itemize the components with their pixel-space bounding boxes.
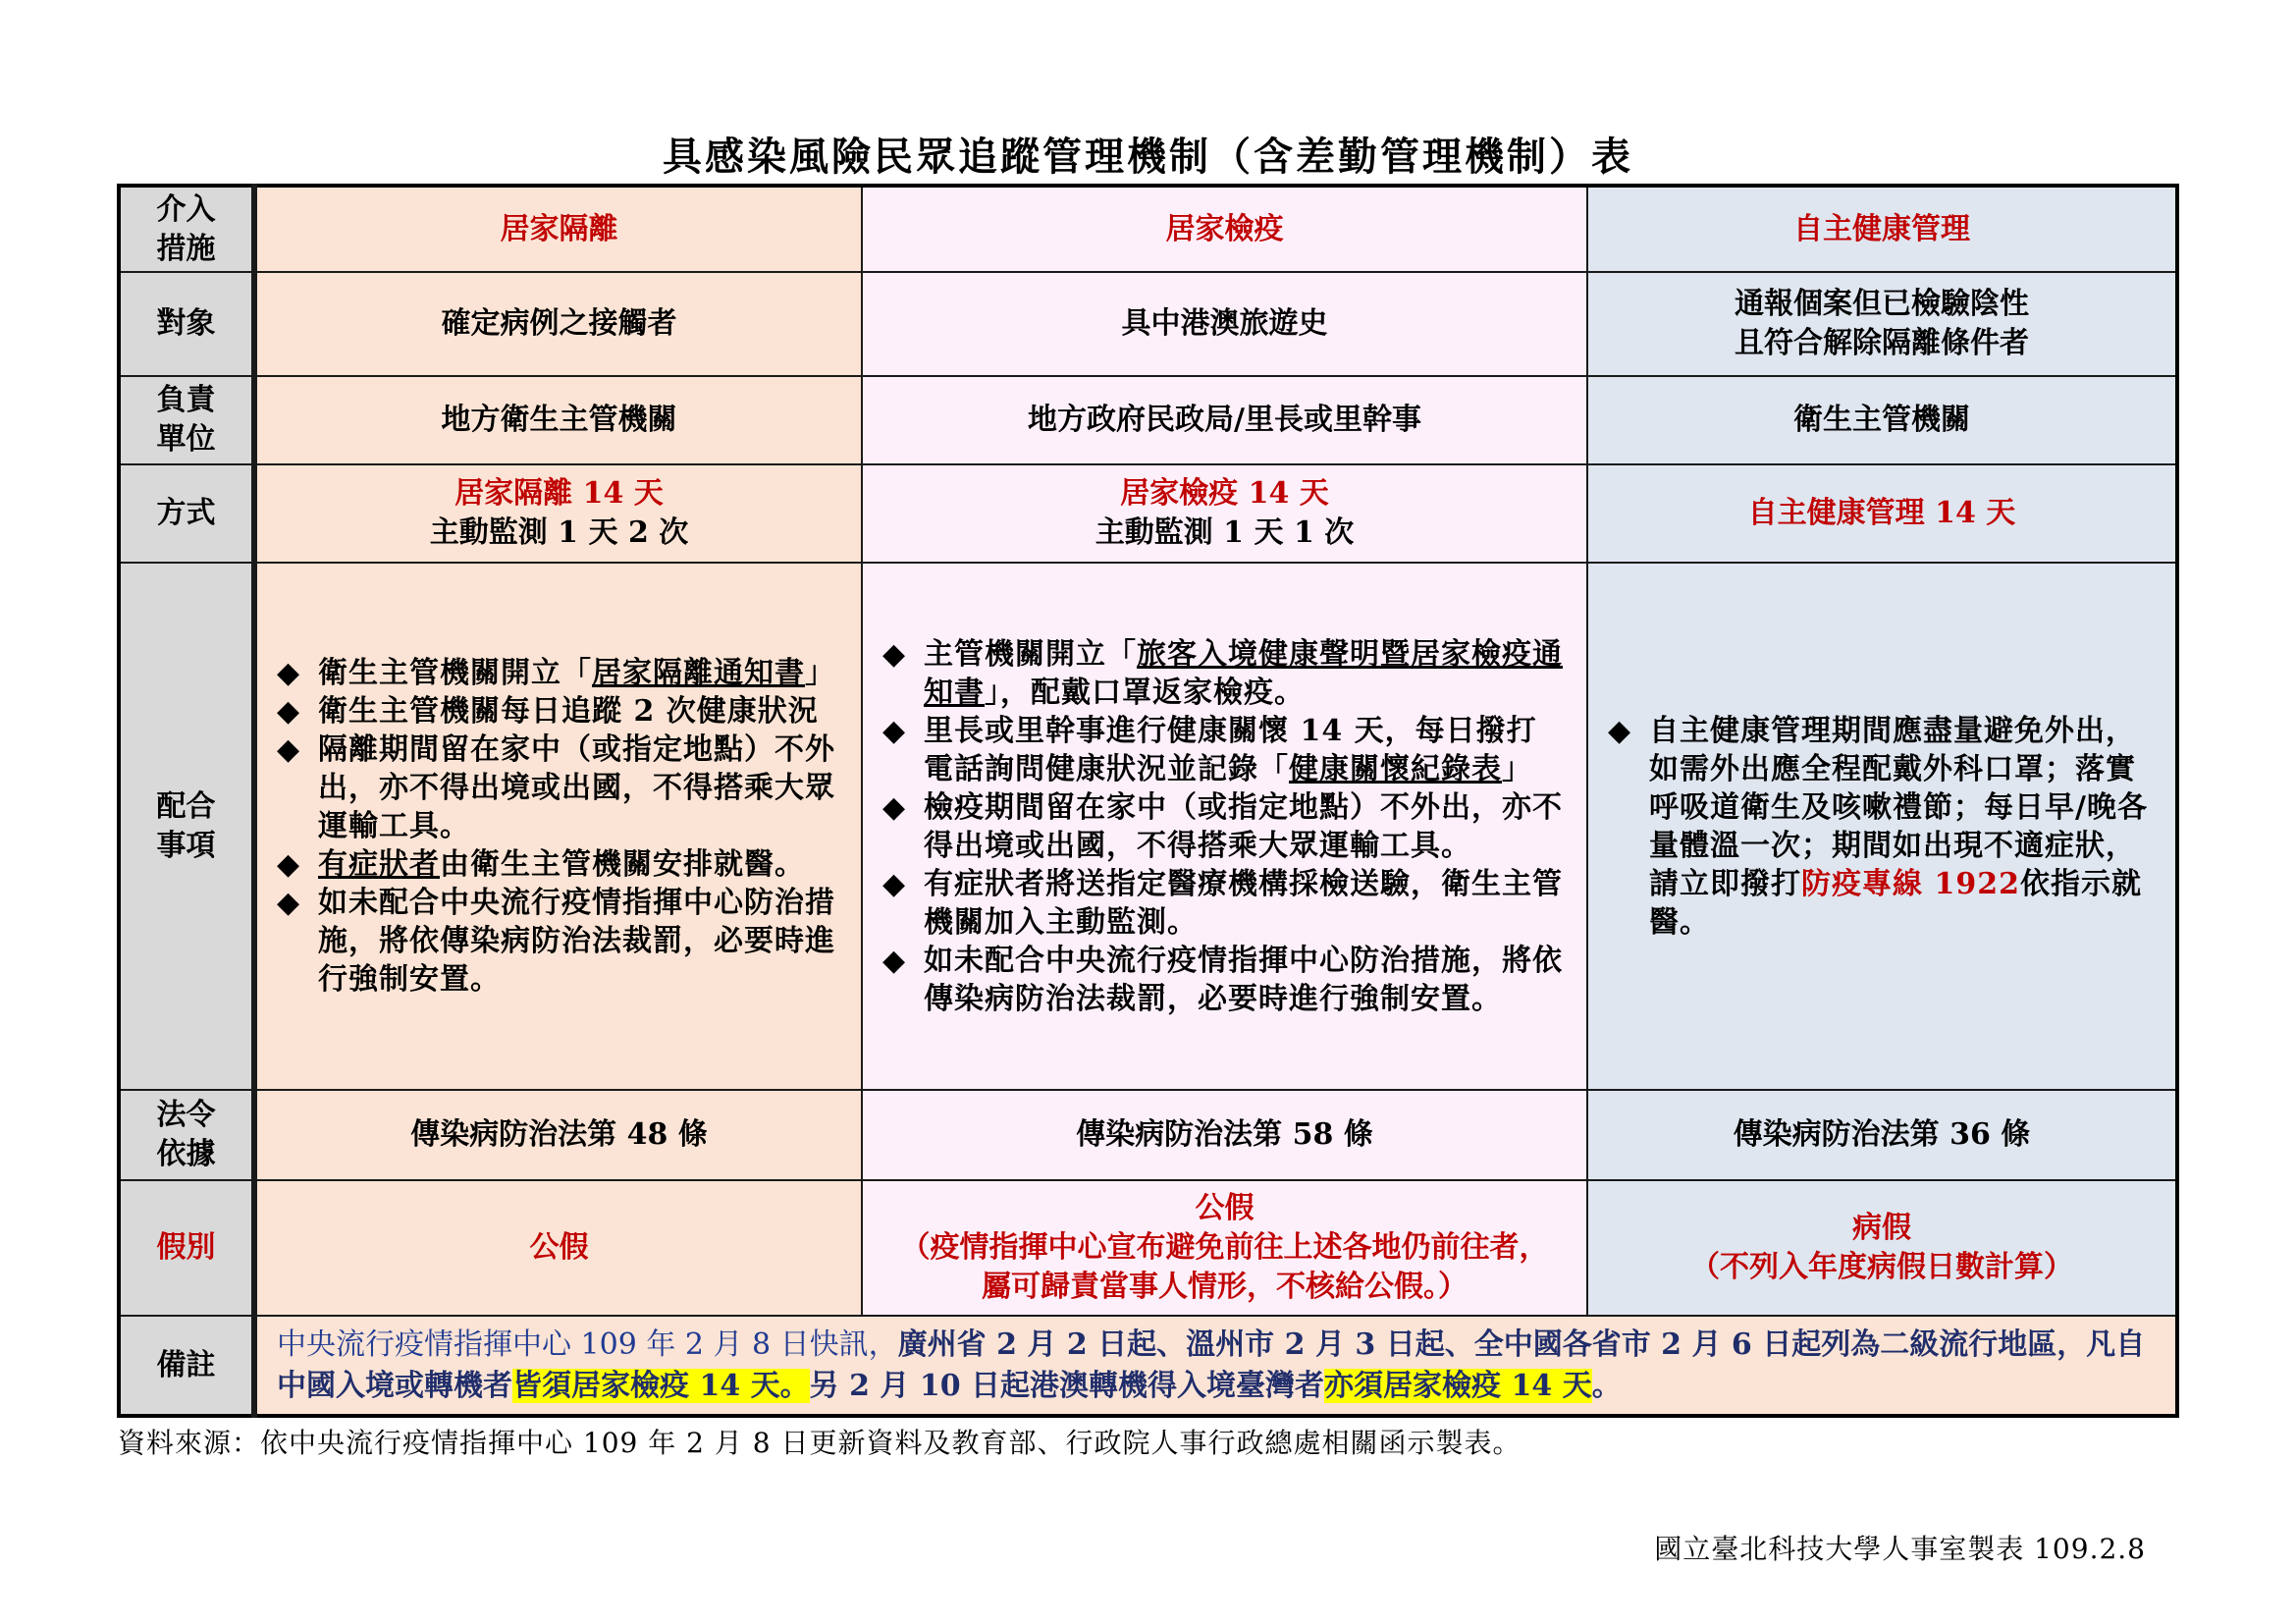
method-col2-line2: 主動監測 1 天 1 次	[1095, 515, 1355, 550]
label-law-text: 法令 依據	[156, 1098, 216, 1171]
label-target: 對象	[119, 272, 254, 376]
diamond-bullet-icon: ◆	[882, 789, 907, 825]
list-item-u: 居家隔離通知書	[592, 656, 805, 690]
list-item	[257, 884, 837, 999]
method-col3: 自主健康管理 14 天	[1587, 464, 2177, 563]
tracking-table	[117, 184, 2179, 1418]
list-item-pre: 如未配合中央流行疫情指揮中心防治措施，將依傳染病防治法裁罰，必要時進行強制安置。	[924, 943, 1563, 1016]
matters-col1-list	[257, 654, 861, 999]
list-item	[257, 692, 837, 731]
diamond-bullet-icon: ◆	[882, 866, 907, 901]
row-law	[119, 1090, 2177, 1180]
method-col2	[862, 464, 1587, 563]
responsible-col3: 衛生主管機關	[1587, 376, 2177, 464]
leave-col3-line2: （不列入年度病假日數計算）	[1690, 1250, 2073, 1284]
target-col3-line1: 通報個案但已檢驗陰性	[1735, 287, 2029, 321]
leave-col1: 公假	[254, 1180, 862, 1316]
target-col3	[1587, 272, 2177, 376]
label-method: 方式	[119, 464, 254, 563]
row-intervention	[119, 186, 2177, 272]
leave-col2-line1: 公假	[1195, 1191, 1255, 1225]
diamond-bullet-icon: ◆	[277, 886, 301, 920]
list-item-pre: 衛生主管機關每日追蹤 2 次健康狀況	[318, 694, 819, 729]
intervention-home-isolation: 居家隔離	[254, 186, 862, 272]
remarks-part6: 。	[1591, 1368, 1622, 1403]
target-col3-line2: 且符合解除隔離條件者	[1735, 326, 2029, 360]
footer-credit: 國立臺北科技大學人事室製表 109.2.8	[1654, 1533, 2146, 1565]
list-item	[863, 712, 1563, 788]
leave-col3-line1: 病假	[1852, 1211, 1911, 1245]
list-item	[257, 654, 837, 692]
row-method	[119, 464, 2177, 563]
diamond-bullet-icon: ◆	[277, 847, 301, 882]
list-item-pre: 有症狀者將送指定醫療機構採檢送驗，衛生主管機關加入主動監測。	[924, 866, 1563, 940]
remarks-part4: 另 2 月 10 日起港澳轉機得入境臺灣者	[809, 1368, 1325, 1403]
diamond-bullet-icon: ◆	[882, 713, 907, 748]
target-col2: 具中港澳旅遊史	[862, 272, 1587, 376]
list-item-u: 有症狀者	[318, 847, 440, 882]
list-item-post: 」，配戴口罩返家檢疫。	[985, 675, 1305, 710]
remarks-text	[254, 1316, 2177, 1416]
leave-col2-line2: （疫情指揮中心宣布避免前往上述各地仍前往者，屬可歸責當事人情形，不核給公假。）	[900, 1230, 1549, 1304]
list-item-u: 健康關懷紀錄表	[1289, 751, 1502, 786]
source-note: 資料來源：依中央流行疫情指揮中心 109 年 2 月 8 日更新資料及教育部、行政院人事行政總處相關函示製表。	[118, 1427, 1522, 1459]
target-col1: 確定病例之接觸者	[254, 272, 862, 376]
row-matters	[119, 563, 2177, 1090]
method-col1-line1: 居家隔離 14 天	[454, 476, 664, 511]
diamond-bullet-icon: ◆	[277, 694, 301, 729]
law-col1: 傳染病防治法第 48 條	[254, 1090, 862, 1180]
method-col1	[254, 464, 862, 563]
remarks-highlight-2: 亦須居家檢疫 14 天	[1324, 1368, 1592, 1403]
method-col1-line2: 主動監測 1 天 2 次	[429, 515, 689, 550]
list-item-pre: 衛生主管機關開立「	[318, 656, 592, 690]
responsible-col1: 地方衛生主管機關	[254, 376, 862, 464]
matters-col2	[862, 563, 1587, 1090]
matters-col2-list	[863, 635, 1586, 1018]
method-col2-line1: 居家檢疫 14 天	[1120, 476, 1329, 511]
diamond-bullet-icon: ◆	[1608, 713, 1632, 748]
diamond-bullet-icon: ◆	[277, 656, 301, 690]
row-responsible	[119, 376, 2177, 464]
list-item-post: 由衛生主管機關安排就醫。	[440, 847, 805, 882]
intervention-home-quarantine: 居家檢疫	[862, 186, 1587, 272]
list-item	[863, 942, 1563, 1018]
diamond-bullet-icon: ◆	[882, 943, 907, 978]
label-remarks: 備註	[119, 1316, 254, 1416]
label-intervention-text: 介入 措施	[156, 191, 216, 266]
list-item-pre: 里長或里幹事進行健康關懷 14 天，每日撥打電話詢問健康狀況並記錄「	[924, 713, 1537, 786]
hotline-text: 防疫專線 1922	[1801, 866, 2020, 901]
list-item	[257, 845, 837, 884]
list-item-post: 」	[805, 656, 835, 690]
list-item	[863, 788, 1563, 865]
label-matters-text: 配合 事項	[156, 788, 216, 863]
matters-col3-list	[1588, 712, 2175, 942]
remarks-part2: 廣州省 2 月 2 日起、溫州市 2 月 3 日起、全中國各省市 2 月 6 日起列為二級流行地區，凡自中國入境或轉機者	[277, 1326, 2146, 1403]
row-leave	[119, 1180, 2177, 1316]
law-col2: 傳染病防治法第 58 條	[862, 1090, 1587, 1180]
label-responsible	[119, 376, 254, 464]
remarks-highlight-1: 皆須居家檢疫 14 天。	[512, 1368, 810, 1403]
diamond-bullet-icon: ◆	[882, 636, 907, 672]
list-item-post: 」	[1502, 751, 1532, 786]
diamond-bullet-icon: ◆	[277, 732, 301, 767]
label-intervention	[119, 186, 254, 272]
list-item-pre: 隔離期間留在家中（或指定地點）不外出，亦不得出境或出國，不得搭乘大眾運輸工具。	[318, 732, 835, 843]
matters-col3-post: 依指示就醫。	[1649, 866, 2142, 940]
page-title: 具感染風險民眾追蹤管理機制（含差勤管理機制）表	[663, 134, 1633, 180]
matters-col3	[1587, 563, 2177, 1090]
responsible-col2: 地方政府民政局/里長或里幹事	[862, 376, 1587, 464]
leave-col2	[862, 1180, 1587, 1316]
list-item	[863, 635, 1563, 712]
label-matters	[119, 563, 254, 1090]
label-law	[119, 1090, 254, 1180]
row-remarks	[119, 1316, 2177, 1416]
law-col3: 傳染病防治法第 36 條	[1587, 1090, 2177, 1180]
list-item-u: 旅客入境健康聲明暨居家檢疫通知書	[924, 636, 1563, 710]
list-item-pre: 檢疫期間留在家中（或指定地點）不外出，亦不得出境或出國，不得搭乘大眾運輸工具。	[924, 789, 1563, 863]
list-item	[863, 865, 1563, 942]
matters-col3-text: 自主健康管理期間應盡量避免外出，如需外出應全程配戴外科口罩；落實呼吸道衛生及咳嗽禮節；每日早/晚各量體溫一次；期間如出現不適症狀，請立即撥打	[1649, 713, 2148, 901]
list-item-pre: 主管機關開立「	[924, 636, 1137, 672]
matters-col1	[254, 563, 862, 1090]
remarks-part1: 中央流行疫情指揮中心 109 年 2 月 8 日快訊，	[277, 1326, 898, 1362]
list-item	[257, 731, 837, 845]
leave-col3	[1587, 1180, 2177, 1316]
list-item-pre: 如未配合中央流行疫情指揮中心防治措施，將依傳染病防治法裁罰，必要時進行強制安置。	[318, 886, 835, 997]
label-leave: 假別	[119, 1180, 254, 1316]
row-target	[119, 272, 2177, 376]
label-responsible-text: 負責 單位	[156, 383, 216, 457]
list-item	[1588, 712, 2152, 942]
intervention-self-health: 自主健康管理	[1587, 186, 2177, 272]
